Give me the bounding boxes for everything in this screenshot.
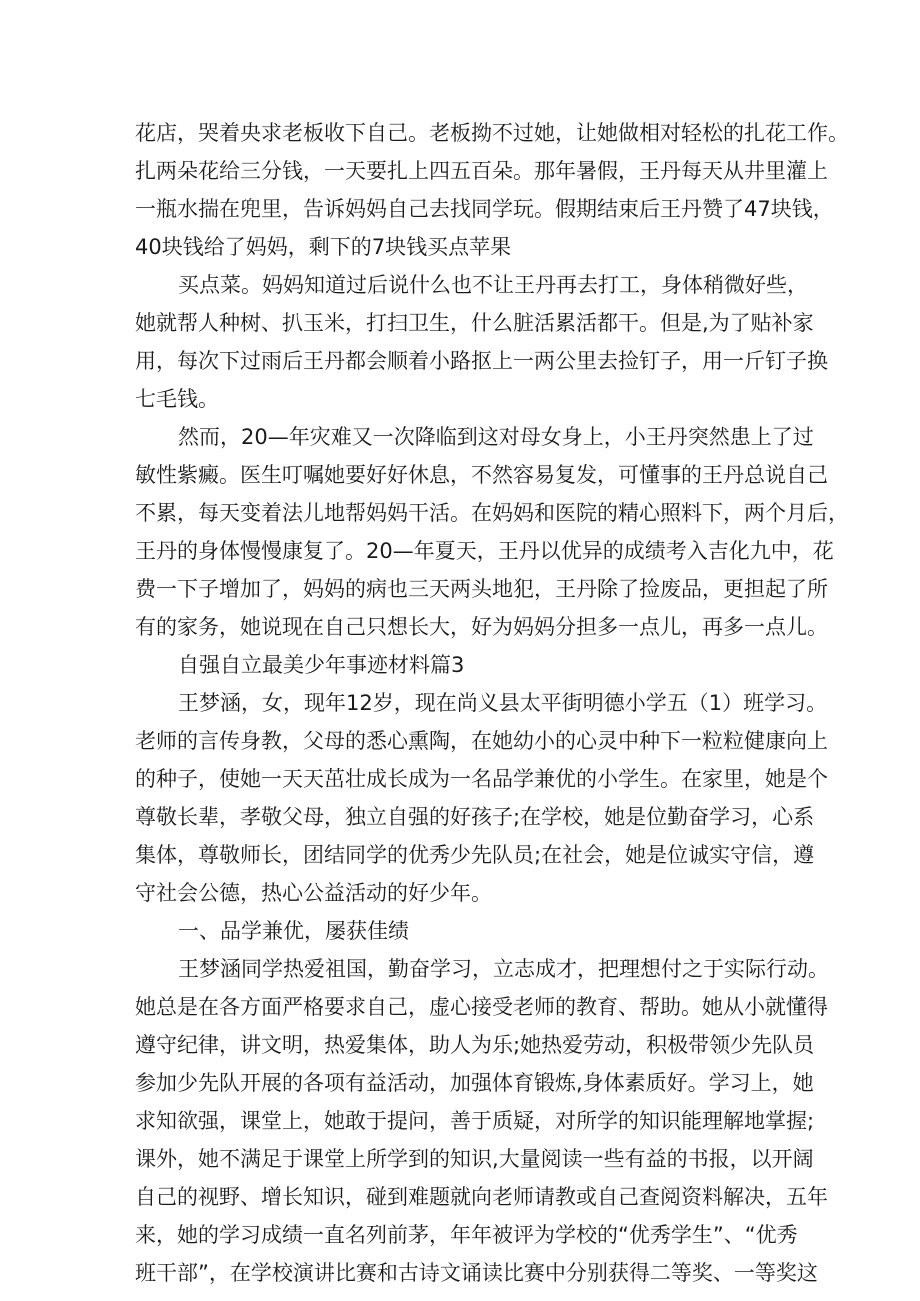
text-line: 花店，哭着央求老板收下自己。老板拗不过她，让她做相对轻松的扎花工作。 (135, 121, 849, 145)
text-line: 来，她的学习成绩一直名列前茅，年年被评为学校的“优秀学生”、“优秀 (135, 1223, 798, 1247)
text-line: 班干部”，在学校演讲比赛和古诗文诵读比赛中分别获得二等奖、一等奖这 (135, 1261, 818, 1285)
text-line: 集体，尊敬师长，团结同学的优秀少先队员;在社会，她是位诚实守信，遵 (135, 843, 815, 867)
section-heading: 自强自立最美少年事迹材料篇3 (178, 653, 465, 677)
text-line: 的种子，使她一天天茁壮成长成为一名品学兼优的小学生。在家里，她是个 (135, 767, 828, 791)
text-line: 有的家务，她说现在自己只想长大，好为妈妈分担多一点儿，再多一点儿。 (135, 615, 828, 639)
text-line: 遵守纪律，讲文明，热爱集体，助人为乐;她热爱劳动，积极带领少先队员 (135, 1033, 815, 1057)
text-line: 参加少先队开展的各项有益活动，加强体育锻炼,身体素质好。学习上，她 (135, 1071, 814, 1095)
text-line: 自己的视野、增长知识，碰到难题就向老师请教或自己查阅资料解决，五年 (135, 1185, 828, 1209)
text-line: 守社会公德，热心公益活动的好少年。 (135, 881, 492, 905)
text-line: 她就帮人种树、扒玉米，打扫卫生，什么脏活累活都干。但是,为了贴补家 (135, 311, 814, 335)
text-line: 买点菜。妈妈知道过后说什么也不让王丹再去打工，身体稍微好些， (178, 273, 808, 297)
text-line: 王梦涵同学热爱祖国，勤奋学习，立志成才，把理想付之于实际行动。 (178, 957, 829, 981)
text-line: 然而，20—年灾难又一次降临到这对母女身上，小王丹突然患上了过 (178, 425, 814, 449)
text-line: 扎两朵花给三分钱，一天要扎上四五百朵。那年暑假，王丹每天从井里灌上 (135, 159, 828, 183)
text-line: 敏性紫癜。医生叮嘱她要好好休息，不然容易复发，可懂事的王丹总说自己 (135, 463, 828, 487)
text-line: 尊敬长辈，孝敬父母，独立自强的好孩子;在学校，她是位勤奋学习，心系 (135, 805, 815, 829)
subsection-heading: 一、品学兼优，屡获佳绩 (178, 919, 409, 943)
text-line: 40块钱给了妈妈，剩下的7块钱买点苹果 (135, 235, 512, 259)
text-line: 老师的言传身教，父母的悉心熏陶，在她幼小的心灵中种下一粒粒健康向上 (135, 729, 828, 753)
text-line: 王丹的身体慢慢康复了。20—年夏天，王丹以优异的成绩考入吉化九中，花 (135, 539, 834, 563)
text-line: 她总是在各方面严格要求自己，虚心接受老师的教育、帮助。她从小就懂得 (135, 995, 828, 1019)
text-line: 求知欲强，课堂上，她敢于提问，善于质疑，对所学的知识能理解地掌握; (135, 1109, 815, 1133)
text-line: 王梦涵，女，现年12岁，现在尚义县太平街明德小学五（1）班学习。 (178, 691, 828, 715)
text-line: 费一下子增加了，妈妈的病也三天两头地犯，王丹除了捡废品，更担起了所 (135, 577, 828, 601)
text-line: 不累，每天变着法儿地帮妈妈干活。在妈妈和医院的精心照料下，两个月后， (135, 501, 849, 525)
text-line: 用，每次下过雨后王丹都会顺着小路抠上一两公里去捡钉子，用一斤钉子换 (135, 349, 828, 373)
text-line: 一瓶水揣在兜里，告诉妈妈自己去找同学玩。假期结束后王丹赞了47块钱， (135, 197, 834, 221)
text-line: 课外，她不满足于课堂上所学到的知识,大量阅读一些有益的书报，以开阔 (135, 1147, 814, 1171)
text-line: 七毛钱。 (135, 387, 219, 411)
